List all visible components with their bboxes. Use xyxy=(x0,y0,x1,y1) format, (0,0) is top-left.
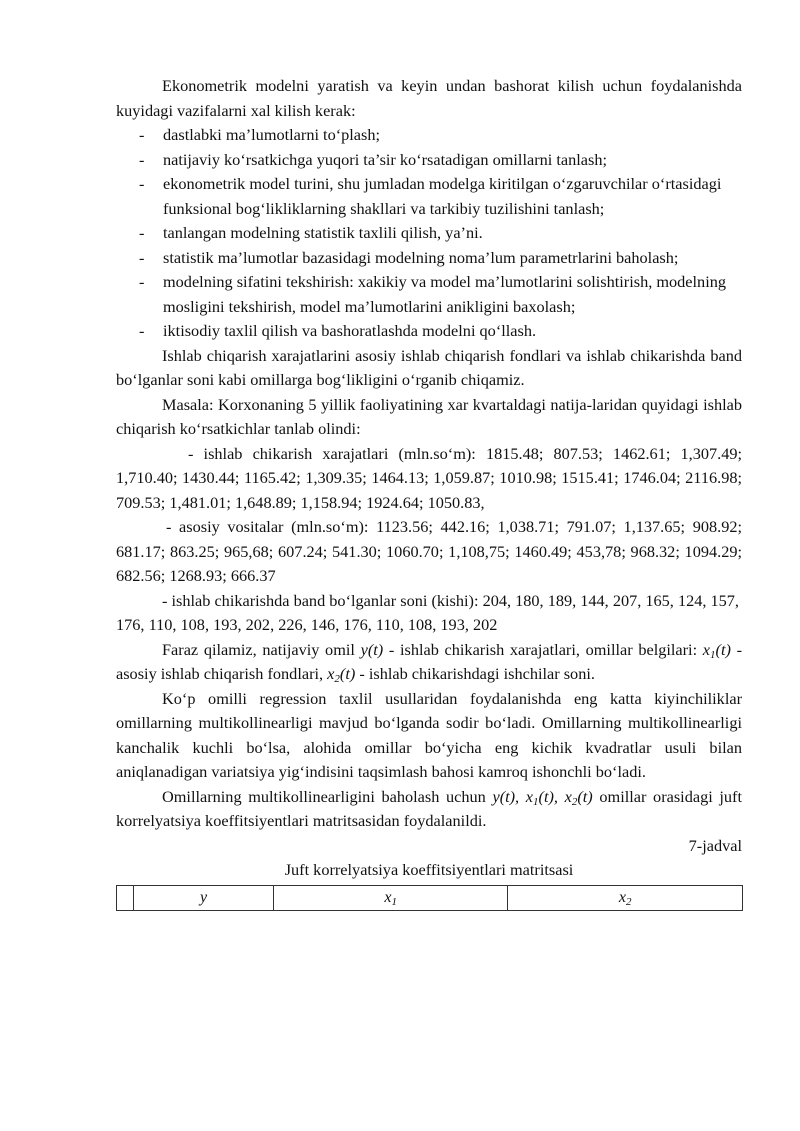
assets-data: - asosiy vositalar (mln.so‘m): 1123.56; 442.16; 1,038.71; 791.07; 1,137.65; 908.92; 681.17; 863.25; 965,68; 607.24; 541.30; 1060.70; 1,108,75; 1460.49; 453,78; 968.32; 1094.29; 682.56; 1268.93; 666.37 xyxy=(116,517,742,585)
correlation-table xyxy=(116,885,743,912)
list-item-text: statistik ma’lumotlar bazasidagi modelning noma’lum parametrlarini baholash; xyxy=(163,247,679,267)
estimation-text-a: Omillarning multikollinearligini baholash uchun xyxy=(162,786,486,806)
header-cell-y: y xyxy=(134,885,274,911)
table-label: 7-jadval xyxy=(688,835,742,855)
list-item-text: ekonometrik model turini, shu jumladan modelga kiritilgan o‘zgaruvchilar o‘rtasidagi funksional bog‘likliklarning shakllari va tarkibiy tuzilishini tanlash; xyxy=(163,174,722,218)
list-item-text: natijaviy ko‘rsatkichga yuqori ta’sir ko‘rsatadigan omillarni tanlash; xyxy=(163,149,607,169)
assumption-paragraph xyxy=(116,638,742,687)
bullet-dash: - xyxy=(139,272,145,291)
estimation-paragraph xyxy=(116,785,742,834)
variable-y: y(t) xyxy=(360,639,384,659)
list-item xyxy=(116,270,742,319)
bullet-dash: - xyxy=(139,321,145,340)
header-cell-empty xyxy=(117,885,134,911)
list-item xyxy=(116,246,742,271)
list-item-text: dastlabki ma’lumotlarni to‘plash; xyxy=(163,125,381,144)
list-item xyxy=(116,221,742,246)
bullet-dash: - xyxy=(139,247,145,267)
task-list xyxy=(116,123,742,344)
problem-paragraph: Masala: Korxonaning 5 yillik faoliyatining xar kvartaldagi natija-laridan quyidagi ishlab chiqarish ko‘rsatkichlar tanlab olindi: xyxy=(116,394,742,438)
variable-x2: $x_2(t)$ xyxy=(564,786,593,808)
multicollinearity-paragraph: Ko‘p omilli regression taxlil usullaridan foydalanishda eng katta kiyinchiliklar omillarning multikollinearligi mavjud bo‘lganda sodir bo‘ladi. Omillarning multikollinearligi kanchalik kuchli bo‘lsa, alohida omillar bo‘yicha eng kichik kvadratlar usuli bilan aniqlanadigan variatsiya yig‘indisini taqsimlash bahosi kamroq ishonchli bo‘ladi. xyxy=(116,688,742,781)
list-item-text: tanlangan modelning statistik taxlili qilish, ya’ni. xyxy=(163,223,483,242)
workers-data: - ishlab chikarishda band bo‘lganlar soni (kishi): 204, 180, 189, 144, 207, 165, 124, 157, 176, 110, 108, 193, 202, 226, 146, 176, 110, 108, 193, 202 xyxy=(116,590,740,634)
list-item xyxy=(116,172,742,221)
list-item-text: iktisodiy taxlil qilish va bashoratlashda modelni qo‘llash. xyxy=(163,321,537,340)
list-item-text: modelning sifatini tekshirish: xakikiy va model ma’lumotlarini solishtirish, modelning mosligini tekshirish, model ma’lumotlarini anikligini baxolash; xyxy=(163,272,726,316)
variable-x2: $x_2(t)$ xyxy=(327,664,356,685)
estimation-text-b: omillar orasidagi juft korrelyatsiya koeffitsiyentlari matritsasidan foydalanildi. xyxy=(116,786,742,830)
table-caption: Juft korrelyatsiya koeffitsiyentlari matritsasi xyxy=(284,860,574,879)
list-item xyxy=(116,148,742,173)
costs-data: - ishlab chikarish xarajatlari (mln.so‘m): 1815.48; 807.53; 1462.61; 1,307.49; 1,710.40; 1430.44; 1165.42; 1,309.35; 1464.13; 1,059.87; 1010.98; 1515.41; 1746.04; 2116.98; 709.53; 1,481.01; 1,648.89; 1,158.94; 1924.64; 1050.83, xyxy=(116,443,742,512)
list-item xyxy=(116,123,742,148)
bullet-dash: - xyxy=(139,125,145,144)
variable-x1: $x_1(t)$ xyxy=(702,639,731,661)
table-header-row xyxy=(117,885,743,911)
assumption-text-d: - ishlab chikarishdagi ishchilar soni. xyxy=(359,664,595,683)
production-paragraph: Ishlab chiqarish xarajatlarini asosiy ishlab chiqarish fondlari va ishlab chikarishda band bo‘lganlar soni kabi omillarga bog‘likligini o‘rganib chiqamiz. xyxy=(116,345,742,389)
variable-x1: $x_1(t)$, xyxy=(525,786,558,808)
document-body xyxy=(116,74,742,911)
variable-y: y(t), xyxy=(492,786,520,806)
bullet-dash: - xyxy=(139,223,145,242)
header-cell-x2: $x_2$ xyxy=(508,885,743,911)
list-item xyxy=(116,319,742,344)
bullet-dash: - xyxy=(139,149,145,169)
bullet-dash: - xyxy=(139,174,145,193)
header-cell-x1: $x_1$ xyxy=(273,885,508,911)
assumption-text-b: - ishlab chikarish xarajatlari, omillar belgilari: xyxy=(388,639,698,659)
intro-paragraph: Ekonometrik modelni yaratish va keyin undan bashorat kilish uchun foydalanishda kuyidagi vazifalarni xal kilish kerak: xyxy=(116,76,742,120)
assumption-text-a: Faraz qilamiz, natijaviy omil xyxy=(162,639,355,659)
assumption-text-c: - asosiy ishlab chiqarish fondlari, xyxy=(116,639,743,683)
